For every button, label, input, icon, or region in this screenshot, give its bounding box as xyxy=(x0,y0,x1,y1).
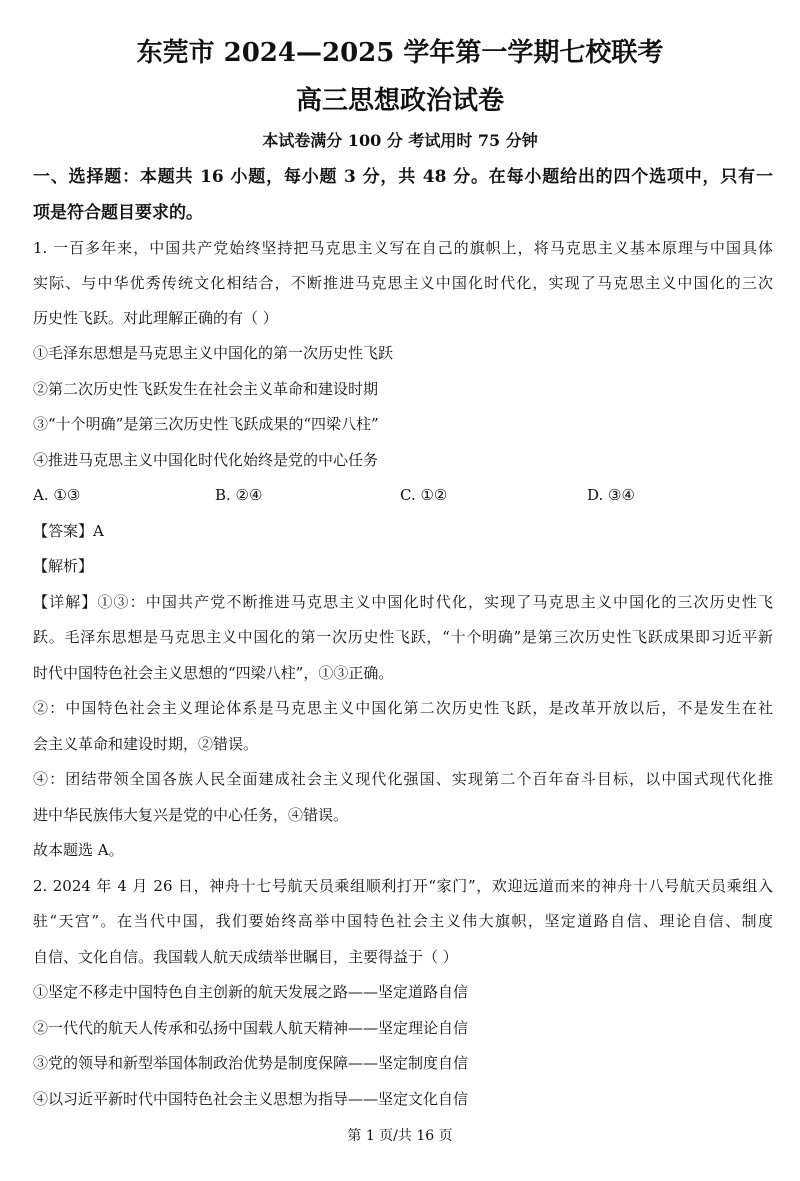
q2-item: ①坚定不移走中国特色自主创新的航天发展之路——坚定道路自信 xyxy=(33,983,469,1001)
q1-option-a: A. ①③ xyxy=(33,486,81,504)
q1-detail: 进中华民族伟大复兴是党的中心任务，④错误。 xyxy=(33,806,349,824)
section-heading-cont: 项是符合题目要求的。 xyxy=(33,203,203,223)
exam-subject-title: 高三思想政治试卷 xyxy=(295,86,504,116)
q1-item: ④推进马克思主义中国化时代化始终是党的中心任务 xyxy=(33,451,379,469)
q2-item: ②一代代的航天人传承和弘扬中国载人航天精神——坚定理论自信 xyxy=(33,1019,469,1037)
q1-detail: 跃。毛泽东思想是马克思主义中国化的第一次历史性飞跃，“十个明确”是第三次历史性飞跃成果即习近平新 xyxy=(33,628,773,646)
section-heading: 一、选择题：本题共 16 小题，每小题 3 分，共 48 分。在每小题给出的四个选项中，只有一 xyxy=(33,167,773,187)
q2-stem: 自信、文化自信。我国载人航天成绩举世瞩目，主要得益于（ ） xyxy=(33,948,458,966)
q1-stem: 历史性飞跃。对此理解正确的有（ ） xyxy=(33,309,278,327)
q1-option-b: B. ②④ xyxy=(215,486,263,504)
q2-item: ④以习近平新时代中国特色社会主义思想为指导——坚定文化自信 xyxy=(33,1090,469,1108)
q2-stem: 驻“天宫”。在当代中国，我们要始终高举中国特色社会主义伟大旗帜，坚定道路自信、理论自信、制度 xyxy=(33,912,773,930)
q1-detail: ②：中国特色社会主义理论体系是马克思主义中国化第二次历史性飞跃，是改革开放以后，不是发生在社 xyxy=(33,699,773,717)
q1-item: ③“十个明确”是第三次历史性飞跃成果的“四梁八柱” xyxy=(33,415,379,433)
q1-detail: 【详解】①③：中国共产党不断推进马克思主义中国化时代化，实现了马克思主义中国化的三次历史性飞 xyxy=(33,593,773,611)
q2-item: ③党的领导和新型举国体制政治优势是制度保障——坚定制度自信 xyxy=(33,1054,469,1072)
q1-detail: 会主义革命和建设时期，②错误。 xyxy=(33,735,259,753)
exam-info: 本试卷满分 100 分 考试用时 75 分钟 xyxy=(262,131,538,150)
q1-option-c: C. ①② xyxy=(400,486,448,504)
q1-analysis-label: 【解析】 xyxy=(33,557,94,575)
q1-detail: ④：团结带领全国各族人民全面建成社会主义现代化强国、实现第二个百年奋斗目标，以中国式现代化推 xyxy=(33,770,773,788)
q1-stem: 1. 一百多年来，中国共产党始终坚持把马克思主义写在自己的旗帜上，将马克思主义基本原理与中国具体 xyxy=(33,239,773,257)
q2-stem: 2. 2024 年 4 月 26 日，神舟十七号航天员乘组顺利打开“家门”，欢迎远道而来的神舟十八号航天员乘组入 xyxy=(33,877,773,895)
q1-stem: 实际、与中华优秀传统文化相结合，不断推进马克思主义中国化时代化，实现了马克思主义中国化的三次 xyxy=(33,274,773,292)
q1-detail: 时代中国特色社会主义思想的“四梁八柱”，①③正确。 xyxy=(33,664,394,682)
q1-item: ②第二次历史性飞跃发生在社会主义革命和建设时期 xyxy=(33,380,379,398)
exam-title: 东莞市 2024—2025 学年第一学期七校联考 xyxy=(136,38,664,68)
q1-item: ①毛泽东思想是马克思主义中国化的第一次历史性飞跃 xyxy=(33,344,394,362)
page-number: 第 1 页/共 16 页 xyxy=(347,1128,453,1144)
q1-option-d: D. ③④ xyxy=(587,486,635,504)
q1-answer: 【答案】A xyxy=(33,522,104,540)
q1-conclusion: 故本题选 A。 xyxy=(33,841,124,859)
